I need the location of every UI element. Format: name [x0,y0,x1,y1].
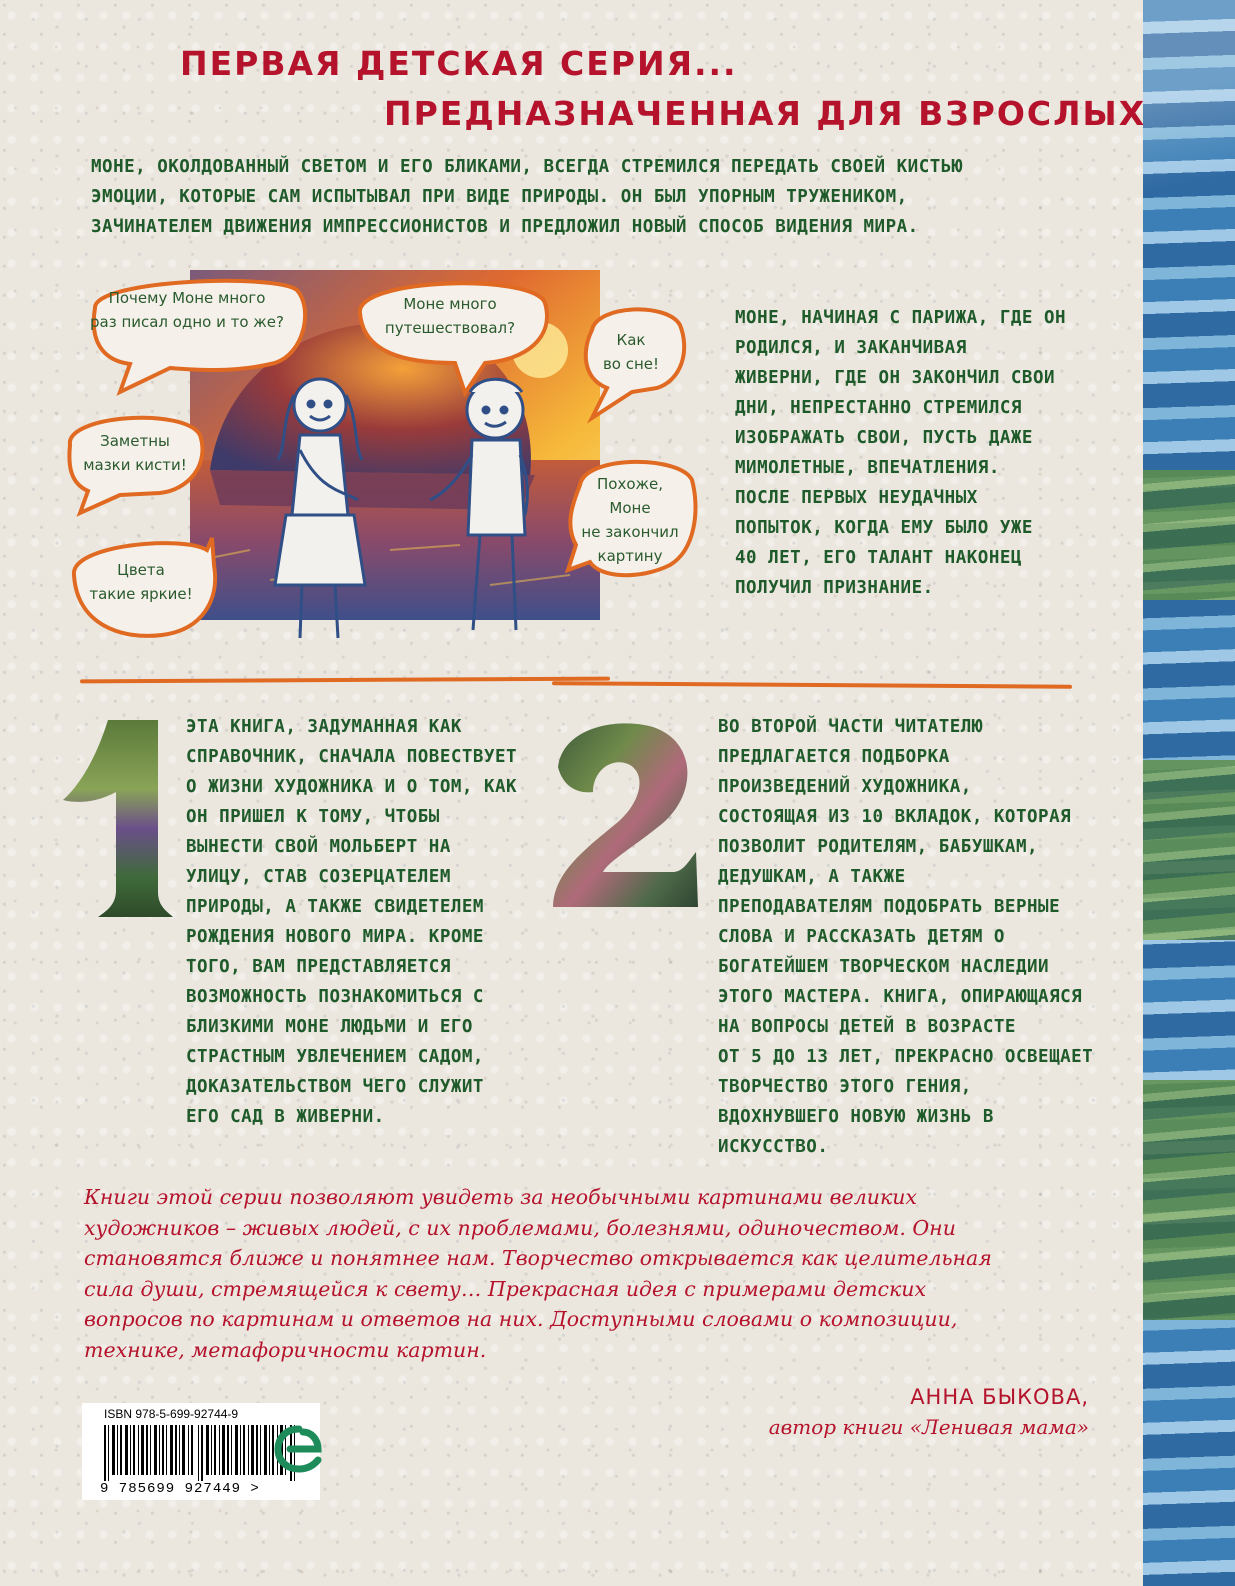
bubble-line: такие яркие! [89,585,193,603]
side-line: 40 ЛЕТ, ЕГО ТАЛАНТ НАКОНЕЦ [735,548,1022,568]
part-two-line: ПРЕДЛАГАЕТСЯ ПОДБОРКА [718,747,950,767]
side-paragraph [735,303,1066,603]
intro-line: ЗАЧИНАТЕЛЕМ ДВИЖЕНИЯ ИМПРЕССИОНИСТОВ И ПРЕДЛОЖИЛ НОВЫЙ СПОСОБ ВИДЕНИЯ МИРА. [91,217,919,237]
part-two-line: ПОЗВОЛИТ РОДИТЕЛЯМ, БАБУШКАМ, [718,837,1039,857]
part-one-line: ОН ПРИШЕЛ К ТОМУ, ЧТОБЫ [186,807,440,827]
bubble-line: Моне [609,499,651,517]
part-one-line: ВЫНЕСТИ СВОЙ МОЛЬБЕРТ НА [186,837,451,857]
bubble-line: раз писал одно и то же? [89,313,284,331]
part-one-paragraph [186,712,517,1132]
review-attribution [769,1385,1089,1439]
part-two-line: ПРЕПОДАВАТЕЛЯМ ПОДОБРАТЬ ВЕРНЫЕ [718,897,1061,917]
bubble-line: во сне! [602,355,660,373]
bubble-line: Похоже, [596,475,664,493]
part-two-line: ИСКУССТВО. [718,1137,829,1157]
numeral-one-shape [63,720,173,917]
bubble-line: Заметны [100,432,170,450]
part-two-line: ВДОХНУВШЕГО НОВУЮ ЖИЗНЬ В [718,1107,994,1127]
speech-bubble [62,530,220,645]
part-one-line: О ЖИЗНИ ХУДОЖНИКА И О ТОМ, КАК [186,777,518,797]
side-line: ДНИ, НЕПРЕСТАННО СТРЕМИЛСЯ [735,398,1022,418]
review-line: художников – живых людей, с их проблемами, болезнями, одиночеством. Они [84,1215,956,1240]
bubble-line: Почему Моне много [108,289,266,307]
part-one-line: УЛИЦУ, СТАВ СОЗЕРЦАТЕЛЕМ [186,867,451,887]
side-line: ПОПЫТОК, КОГДА ЕМУ БЫЛО УЖЕ [735,518,1033,538]
review-author-name: АННА БЫКОВА, [910,1385,1089,1409]
part-one-line: ЭТА КНИГА, ЗАДУМАННАЯ КАК [186,717,462,737]
water-lily-painting-strip [1143,0,1235,1586]
bubble-line: Цвета [117,561,165,579]
publisher-logo-icon [273,1423,325,1475]
review-line: сила души, стремящейся к свету… Прекрасная идея с примерами детских [84,1276,927,1301]
speech-bubble [560,450,700,590]
numeral-two-painted [548,712,708,912]
part-two-line: ДЕДУШКАМ, А ТАКЖЕ [718,867,906,887]
side-line: РОДИЛСЯ, И ЗАКАНЧИВАЯ [735,338,967,358]
part-one-line: ВОЗМОЖНОСТЬ ПОЗНАКОМИТЬСЯ С [186,987,484,1007]
part-two-line: ПРОИЗВЕДЕНИЙ ХУДОЖНИКА, [718,777,972,797]
part-one-line: РОЖДЕНИЯ НОВОГО МИРА. КРОМЕ [186,927,484,947]
review-line: вопросов по картинам и ответов на них. Доступными словами о композиции, [84,1307,958,1331]
speech-bubble [572,300,690,420]
bubble-line: не закончил [581,523,679,541]
part-two-line: ЭТОГО МАСТЕРА. КНИГА, ОПИРАЮЩАЯСЯ [718,987,1083,1007]
side-line: ИЗОБРАЖАТЬ СВОИ, ПУСТЬ ДАЖЕ [735,428,1033,448]
part-one-line: ТОГО, ВАМ ПРЕДСТАВЛЯЕТСЯ [186,957,451,977]
bubble-line: Как [616,331,646,349]
part-one-line: ПРИРОДЫ, А ТАКЖЕ СВИДЕТЕЛЕМ [186,897,484,917]
part-one-line: СТРАСТНЫМ УВЛЕЧЕНИЕМ САДОМ, [186,1047,484,1067]
review-line: технике, метафоричности картин. [84,1337,487,1362]
bubble-line: Моне много [403,295,497,313]
intro-paragraph [91,152,963,242]
speech-bubble [60,405,210,515]
part-one-line: СПРАВОЧНИК, СНАЧАЛА ПОВЕСТВУЕТ [186,747,518,767]
bubble-line: картину [597,547,663,565]
speech-bubble [75,268,315,398]
speech-bubble [345,268,555,398]
part-one-line: ЕГО САД В ЖИВЕРНИ. [186,1107,385,1127]
part-one-line: БЛИЗКИМИ МОНЕ ЛЮДЬМИ И ЕГО [186,1017,473,1037]
isbn-number: ISBN 978-5-699-92744-9 [104,1407,239,1421]
review-author-role: автор книги «Ленивая мама» [768,1415,1089,1439]
intro-line: МОНЕ, ОКОЛДОВАННЫЙ СВЕТОМ И ЕГО БЛИКАМИ, ВСЕГДА СТРЕМИЛСЯ ПЕРЕДАТЬ СВОЕЙ КИСТЬЮ [91,157,963,177]
side-line: ПОСЛЕ ПЕРВЫХ НЕУДАЧНЫХ [735,488,978,508]
part-two-line: СЛОВА И РАССКАЗАТЬ ДЕТЯМ О [718,927,1005,947]
barcode-digits: 9 785699 927449 > [100,1481,260,1497]
intro-line: ЭМОЦИИ, КОТОРЫЕ САМ ИСПЫТЫВАЛ ПРИ ВИДЕ ПРИРОДЫ. ОН БЫЛ УПОРНЫМ ТРУЖЕНИКОМ, [91,187,908,207]
review-line: становятся ближе и понятнее нам. Творчество открывается как целительная [84,1246,992,1270]
part-one-line: ДОКАЗАТЕЛЬСТВОМ ЧЕГО СЛУЖИТ [186,1077,484,1097]
part-two-line: ОТ 5 ДО 13 ЛЕТ, ПРЕКРАСНО ОСВЕЩАЕТ [718,1047,1094,1067]
review-line: Книги этой серии позволяют увидеть за необычными картинами великих [84,1185,917,1209]
bubble-line: путешествовал? [384,319,516,337]
barcode-bars [104,1425,300,1481]
heading-line-2: ПРЕДНАЗНАЧЕННАЯ ДЛЯ ВЗРОСЛЫХ [384,94,1147,133]
numeral-two-shape [553,723,698,907]
part-two-line: СОСТОЯЩАЯ ИЗ 10 ВКЛАДОК, КОТОРАЯ [718,807,1072,827]
part-two-paragraph [718,712,1093,1162]
review-quote [84,1182,1094,1365]
part-two-line: ТВОРЧЕСТВО ЭТОГО ГЕНИЯ, [718,1077,972,1097]
bubble-line: мазки кисти! [83,456,187,474]
side-line: МОНЕ, НАЧИНАЯ С ПАРИЖА, ГДЕ ОН [735,308,1067,328]
part-two-line: ВО ВТОРОЙ ЧАСТИ ЧИТАТЕЛЮ [718,717,983,737]
side-line: МИМОЛЕТНЫЕ, ВПЕЧАТЛЕНИЯ. [735,458,1000,478]
heading-line-1: ПЕРВАЯ ДЕТСКАЯ СЕРИЯ... [180,44,738,83]
part-two-line: НА ВОПРОСЫ ДЕТЕЙ В ВОЗРАСТЕ [718,1017,1016,1037]
side-line: ПОЛУЧИЛ ПРИЗНАНИЕ. [735,578,934,598]
side-line: ЖИВЕРНИ, ГДЕ ОН ЗАКОНЧИЛ СВОИ [735,368,1056,388]
numeral-one-painted [58,712,178,922]
part-two-line: БОГАТЕЙШЕМ ТВОРЧЕСКОМ НАСЛЕДИИ [718,957,1050,977]
